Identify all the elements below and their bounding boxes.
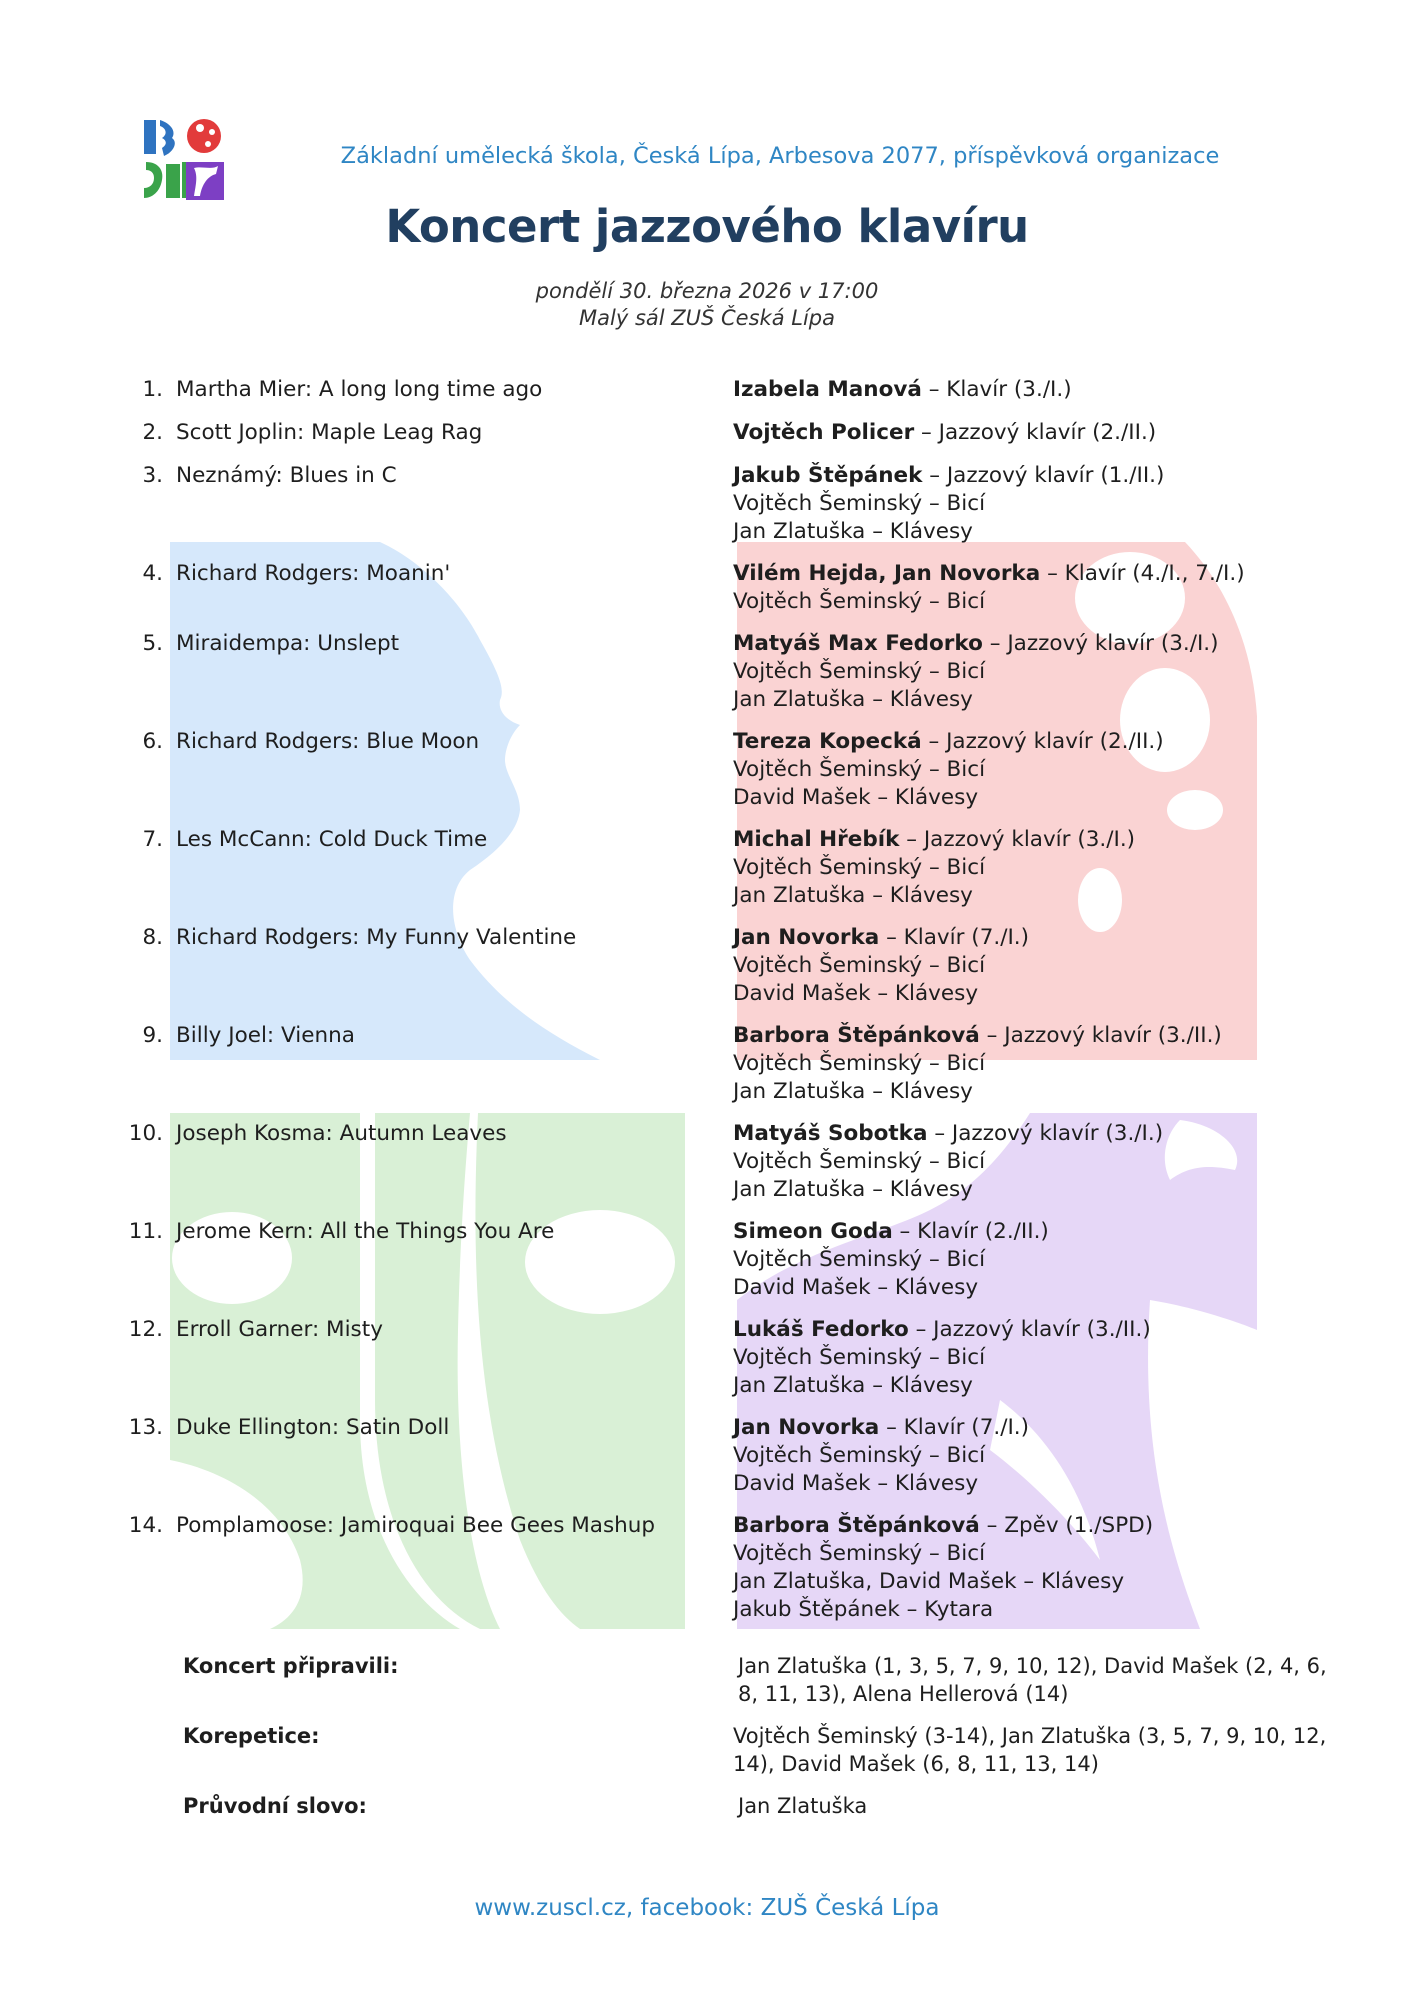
speech-value: Jan Zlatuška [738, 1794, 868, 1818]
program-piece: Neznámý: Blues in C [176, 463, 397, 488]
lead-performer-name: Lukáš Fedorko [733, 1317, 909, 1342]
lead-performer-name: Matyáš Sobotka [733, 1121, 928, 1146]
lead-performer-line [733, 376, 1072, 404]
accompanist-line: Jan Zlatuška – Klávesy [733, 1177, 973, 1202]
performers [733, 924, 1029, 1008]
accompanist-line: Vojtěch Šeminský – Bicí [733, 1541, 986, 1566]
program-piece: Jerome Kern: All the Things You Are [176, 1219, 555, 1244]
lead-performer-name: Vilém Hejda, Jan Novorka [733, 561, 1041, 586]
lead-performer-name: Vojtěch Policer [733, 420, 915, 445]
program-number: 14. [128, 1513, 163, 1538]
lead-performer-name: Izabela Manová [733, 377, 922, 402]
program-piece: Scott Joplin: Maple Leag Rag [176, 420, 483, 445]
lead-performer-role: – Jazzový klavír (1./II.) [922, 463, 1165, 488]
accompanist-line: Vojtěch Šeminský – Bicí [733, 1443, 986, 1468]
lead-performer-name: Michal Hřebík [733, 827, 900, 852]
lead-performer-line [733, 826, 1135, 854]
accompanist-line: Jan Zlatuška, David Mašek – Klávesy [733, 1569, 1125, 1594]
speech-label: Průvodní slovo: [183, 1794, 367, 1818]
performers [733, 630, 1219, 714]
program-piece: Richard Rodgers: My Funny Valentine [176, 925, 577, 950]
lead-performer-name: Tereza Kopecká [733, 729, 922, 754]
lead-performer-line [733, 1120, 1163, 1148]
accompanist-line: Vojtěch Šeminský – Bicí [733, 757, 986, 782]
lead-performer-role: – Klavír (7./I.) [879, 1415, 1030, 1440]
accompaniment-label: Korepetice: [183, 1724, 320, 1748]
program-piece: Joseph Kosma: Autumn Leaves [176, 1121, 507, 1146]
accompanist-line: Jan Zlatuška – Klávesy [733, 1079, 973, 1104]
lead-performer-line [733, 630, 1219, 658]
accompanist-line: Jan Zlatuška – Klávesy [733, 519, 973, 544]
accompanist-line: David Mašek – Klávesy [733, 981, 979, 1006]
lead-performer-role: – Jazzový klavír (3./I.) [927, 1121, 1164, 1146]
program-number: 7. [142, 827, 163, 852]
accompanist-line: Vojtěch Šeminský – Bicí [733, 1051, 986, 1076]
accompanist-line: Jan Zlatuška – Klávesy [733, 1373, 973, 1398]
school-name: Základní umělecká škola, Česká Lípa, Arbesova 2077, příspěvková organizace [340, 143, 1220, 169]
school-logo-icon [142, 118, 226, 202]
lead-performer-role: – Jazzový klavír (2./II.) [921, 729, 1164, 754]
program-piece: Duke Ellington: Satin Doll [176, 1415, 450, 1440]
performers [733, 376, 1072, 404]
program-piece: Martha Mier: A long long time ago [176, 377, 543, 402]
program-piece: Les McCann: Cold Duck Time [176, 827, 488, 852]
accompanist-line: Vojtěch Šeminský – Bicí [733, 659, 986, 684]
lead-performer-role: – Jazzový klavír (3./I.) [982, 631, 1219, 656]
lead-performer-line [733, 419, 1156, 447]
accompanist-line: Vojtěch Šeminský – Bicí [733, 589, 986, 614]
lead-performer-name: Barbora Štěpánková [733, 1513, 980, 1538]
accompanist-line: David Mašek – Klávesy [733, 785, 979, 810]
performers [733, 1316, 1151, 1400]
program-number: 12. [128, 1317, 163, 1342]
program-number: 6. [142, 729, 163, 754]
lead-performer-role: – Klavír (7./I.) [879, 925, 1030, 950]
accompanist-line: Vojtěch Šeminský – Bicí [733, 855, 986, 880]
lead-performer-line [733, 462, 1164, 490]
performers [733, 1512, 1153, 1624]
accompaniment-value: Vojtěch Šeminský (3-14), Jan Zlatuška (3, 5, 7, 9, 10, 12, 14), David Mašek (6, 8, 11, 13, 14) [733, 1724, 1327, 1776]
program-piece: Richard Rodgers: Moanin' [176, 561, 451, 586]
accompanist-line: Vojtěch Šeminský – Bicí [733, 1247, 986, 1272]
program-piece: Richard Rodgers: Blue Moon [176, 729, 480, 754]
lead-performer-name: Jan Novorka [733, 1415, 880, 1440]
program-number: 4. [142, 561, 163, 586]
accompanist-line: David Mašek – Klávesy [733, 1275, 979, 1300]
concert-venue: Malý sál ZUŠ Česká Lípa [579, 306, 835, 330]
accompanist-line: Vojtěch Šeminský – Bicí [733, 953, 986, 978]
program-number: 1. [142, 377, 163, 402]
accompanist-line: David Mašek – Klávesy [733, 1471, 979, 1496]
performers [733, 826, 1135, 910]
lead-performer-role: – Klavír (2./II.) [892, 1219, 1049, 1244]
lead-performer-line [733, 560, 1245, 588]
accompanist-line: Vojtěch Šeminský – Bicí [733, 1149, 986, 1174]
program-piece: Billy Joel: Vienna [176, 1023, 355, 1048]
accompanist-line: Vojtěch Šeminský – Bicí [733, 491, 986, 516]
accompanist-line: Jakub Štěpánek – Kytara [733, 1597, 994, 1622]
program-number: 5. [142, 631, 163, 656]
accompanist-line: Jan Zlatuška – Klávesy [733, 883, 973, 908]
lead-performer-name: Matyáš Max Fedorko [733, 631, 983, 656]
lead-performer-name: Jakub Štěpánek [733, 463, 923, 488]
program-number: 3. [142, 463, 163, 488]
program-number: 13. [128, 1415, 163, 1440]
website-link[interactable]: www.zuscl.cz, facebook: ZUŠ Česká Lípa [474, 1895, 940, 1921]
lead-performer-role: – Jazzový klavír (3./II.) [979, 1023, 1222, 1048]
program-number: 2. [142, 420, 163, 445]
performers [733, 1120, 1163, 1204]
lead-performer-line [733, 1022, 1222, 1050]
lead-performer-name: Barbora Štěpánková [733, 1023, 980, 1048]
performers [733, 419, 1156, 447]
lead-performer-line [733, 1512, 1153, 1540]
accompanist-line: Vojtěch Šeminský – Bicí [733, 1345, 986, 1370]
lead-performer-role: – Jazzový klavír (3./I.) [899, 827, 1136, 852]
lead-performer-role: – Zpěv (1./SPD) [979, 1513, 1154, 1538]
accompanist-line: Jan Zlatuška – Klávesy [733, 687, 973, 712]
performers [733, 462, 1164, 546]
performers [733, 1218, 1049, 1302]
lead-performer-line [733, 728, 1164, 756]
lead-performer-role: – Klavír (4./I., 7./I.) [1040, 561, 1245, 586]
lead-performer-line [733, 1218, 1049, 1246]
performers [733, 560, 1245, 616]
program-number: 10. [128, 1121, 163, 1146]
page-title: Koncert jazzového klavíru [385, 200, 1029, 253]
prepared-label: Koncert připravili: [183, 1654, 399, 1678]
lead-performer-role: – Jazzový klavír (3./II.) [908, 1317, 1151, 1342]
program-number: 11. [128, 1219, 163, 1244]
lead-performer-line [733, 1316, 1151, 1344]
lead-performer-role: – Klavír (3./I.) [921, 377, 1072, 402]
concert-date: pondělí 30. března 2026 v 17:00 [535, 279, 879, 303]
program-number: 8. [142, 925, 163, 950]
performers [733, 1022, 1222, 1106]
lead-performer-role: – Jazzový klavír (2./II.) [914, 420, 1157, 445]
prepared-value: Jan Zlatuška (1, 3, 5, 7, 9, 10, 12), David Mašek (2, 4, 6, 8, 11, 13), Alena Hellerová (14) [738, 1654, 1327, 1706]
performers [733, 728, 1164, 812]
program-piece: Pomplamoose: Jamiroquai Bee Gees Mashup [176, 1513, 656, 1538]
lead-performer-name: Jan Novorka [733, 925, 880, 950]
program-number: 9. [142, 1023, 163, 1048]
lead-performer-line [733, 1414, 1029, 1442]
program-piece: Miraidempa: Unslept [176, 631, 400, 656]
program-piece: Erroll Garner: Misty [176, 1317, 383, 1342]
lead-performer-name: Simeon Goda [733, 1219, 893, 1244]
performers [733, 1414, 1029, 1498]
lead-performer-line [733, 924, 1029, 952]
